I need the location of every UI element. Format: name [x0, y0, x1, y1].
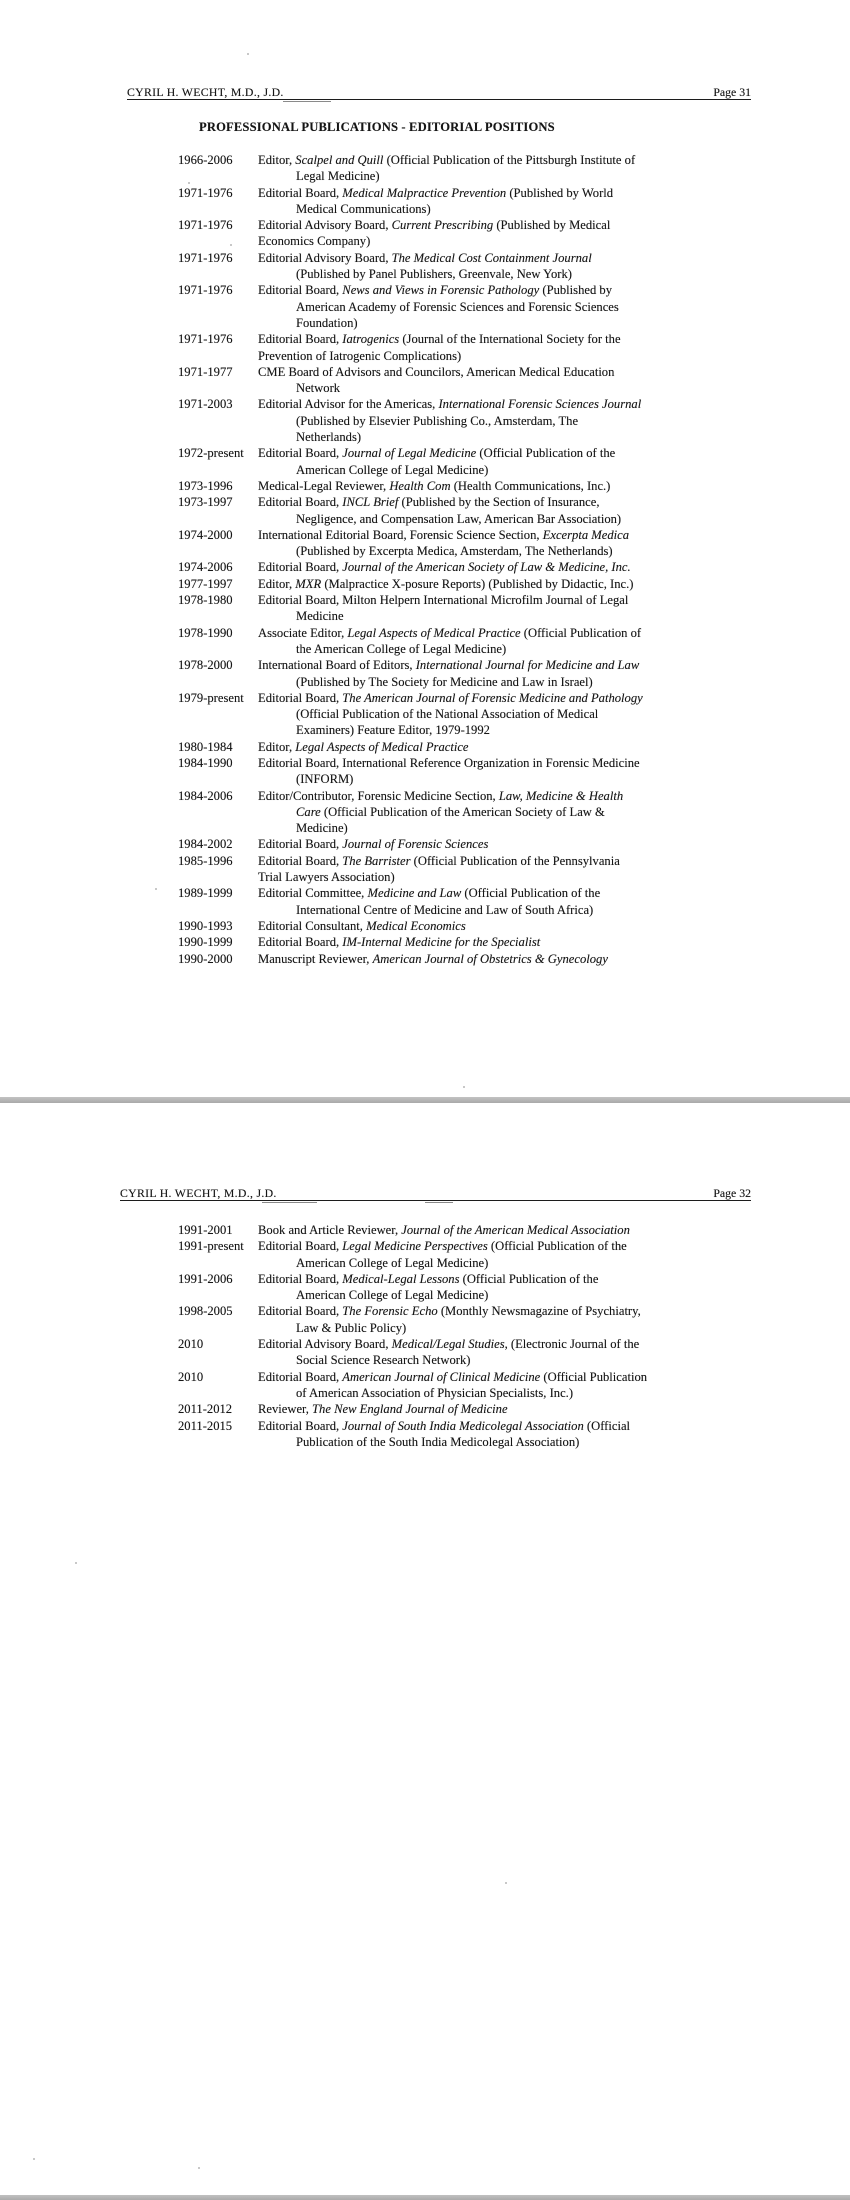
entry-year: 1971-1976 [178, 332, 233, 347]
entry-row [0, 1222, 850, 1238]
entry-row [0, 1271, 850, 1304]
entry-line: Social Science Research Network) [296, 1353, 471, 1368]
entry-year: 1985-1996 [178, 853, 233, 868]
entry-line: Editorial Board, Legal Medicine Perspectives (Official Publication of the [258, 1239, 627, 1254]
entry-line: Prevention of Iatrogenic Complications) [258, 348, 462, 363]
header-rule [127, 99, 751, 101]
entry-row [0, 1401, 850, 1417]
entry-line: Care (Official Publication of the American Society of Law & [296, 804, 605, 819]
entry-year: 1974-2006 [178, 560, 233, 575]
entry-line: Economics Company) [258, 234, 371, 249]
entry-line: Book and Article Reviewer, Journal of the American Medical Association [258, 1223, 630, 1237]
entry-line: Editorial Consultant, Medical Economics [258, 918, 466, 933]
entry-year: 1974-2000 [178, 527, 233, 542]
entry-line: (Published by Panel Publishers, Greenvale, New York) [296, 267, 572, 282]
scan-speck [198, 2167, 200, 2169]
entry-line: Editorial Board, Medical Malpractice Prevention (Published by World [258, 185, 614, 200]
entry-line: Editorial Board, Journal of Forensic Sciences [258, 837, 489, 852]
scan-speck [155, 888, 157, 890]
entry-year: 1978-1980 [178, 593, 233, 608]
entry-row [0, 185, 850, 218]
entry-year: 1973-1996 [178, 478, 233, 493]
entry-year: 1984-1990 [178, 755, 233, 770]
entry-year: 1978-1990 [178, 625, 233, 640]
entry-line: Reviewer, The New England Journal of Medicine [258, 1402, 508, 1417]
entry-year: 1977-1997 [178, 576, 233, 591]
entry-line: Editorial Board, The Forensic Echo (Monthly Newsmagazine of Psychiatry, [258, 1304, 641, 1319]
entry-line: International Centre of Medicine and Law of South Africa) [296, 902, 594, 917]
entry-row [0, 690, 850, 739]
entry-line: Network [296, 381, 341, 396]
entry-line: of American Association of Physician Specialists, Inc.) [296, 1385, 574, 1400]
entry-year: 1980-1984 [178, 739, 233, 754]
entry-row [0, 1303, 850, 1336]
entry-line: Editor/Contributor, Forensic Medicine Section, Law, Medicine & Health [258, 788, 624, 803]
entry-row [0, 918, 850, 934]
page-break-band [0, 1097, 850, 1103]
scan-speck [505, 1882, 507, 1884]
entry-line: Editorial Board, INCL Brief (Published by the Section of Insurance, [258, 495, 600, 510]
entry-year: 1971-1976 [178, 283, 233, 298]
editorial-positions-list-page32 [0, 1222, 850, 1450]
entry-line: Medical Communications) [296, 201, 431, 216]
entry-line: Examiners) Feature Editor, 1979-1992 [296, 723, 490, 738]
entry-row [0, 1238, 850, 1271]
page-number-label: Page 32 [713, 1186, 751, 1200]
entry-year: 2011-2015 [178, 1418, 233, 1433]
entry-line: American Academy of Forensic Sciences and Forensic Sciences [296, 299, 619, 314]
entry-line: (INFORM) [296, 772, 354, 787]
editorial-positions-list-page31 [0, 152, 850, 967]
entry-row [0, 755, 850, 788]
entry-line: Netherlands) [296, 430, 362, 445]
entry-row [0, 951, 850, 967]
scan-speck [188, 182, 190, 184]
page-number-label: Page 31 [713, 85, 751, 99]
entry-row [0, 836, 850, 852]
entry-line: American College of Legal Medicine) [296, 1255, 489, 1270]
entry-year: 1984-2006 [178, 788, 233, 803]
entry-row [0, 885, 850, 918]
entry-line: International Board of Editors, International Journal for Medicine and Law [258, 658, 640, 673]
entry-line: Editorial Committee, Medicine and Law (Official Publication of the [258, 886, 601, 901]
entry-line: Editorial Board, Medical-Legal Lessons (Official Publication of the [258, 1271, 599, 1286]
entry-line: Medicine [296, 609, 344, 624]
entry-year: 1978-2000 [178, 658, 233, 673]
scan-speck [33, 2158, 35, 2160]
entry-row [0, 853, 850, 886]
entry-line: Associate Editor, Legal Aspects of Medical Practice (Official Publication of [258, 625, 642, 640]
entry-line: Editorial Advisory Board, Current Prescribing (Published by Medical [258, 218, 611, 233]
entry-row [0, 934, 850, 950]
entry-year: 1991-2001 [178, 1223, 233, 1237]
entry-line: Editorial Board, Journal of Legal Medicine (Official Publication of the [258, 446, 616, 461]
scan-bottom-edge [0, 2195, 850, 2200]
entry-line: Trial Lawyers Association) [258, 870, 395, 885]
scan-speck [463, 1086, 465, 1088]
entry-line: Medicine) [296, 821, 348, 836]
entry-row [0, 739, 850, 755]
entry-line: International Editorial Board, Forensic Science Section, Excerpta Medica [258, 527, 630, 542]
entry-year: 1990-2000 [178, 951, 233, 966]
entry-row [0, 527, 850, 560]
entry-line: Editorial Advisor for the Americas, International Forensic Sciences Journal [258, 397, 642, 412]
page-header-name: CYRIL H. WECHT, M.D., J.D. [127, 85, 284, 99]
entry-line: Negligence, and Compensation Law, American Bar Association) [296, 511, 622, 526]
entry-year: 1972-present [178, 446, 244, 461]
scan-artifact [283, 101, 331, 102]
entry-row [0, 1369, 850, 1402]
entry-line: Editorial Board, News and Views in Forensic Pathology (Published by [258, 283, 612, 298]
scan-speck [247, 53, 249, 55]
entry-year: 1991-present [178, 1239, 244, 1254]
entry-year: 2010 [178, 1369, 204, 1384]
entry-line: Medical-Legal Reviewer, Health Com (Health Communications, Inc.) [258, 478, 611, 493]
entry-line: Manuscript Reviewer, American Journal of Obstetrics & Gynecology [258, 951, 608, 966]
entry-row [0, 217, 850, 250]
entry-line: Editorial Board, International Reference Organization in Forensic Medicine [258, 755, 640, 770]
entry-row [0, 788, 850, 837]
entry-year: 1990-1993 [178, 918, 233, 933]
entry-row [0, 152, 850, 185]
entry-row [0, 282, 850, 331]
scan-artifact [425, 1202, 453, 1203]
entry-line: American College of Legal Medicine) [296, 462, 489, 477]
entry-line: Editor, Legal Aspects of Medical Practice [258, 739, 469, 754]
page-header-name: CYRIL H. WECHT, M.D., J.D. [120, 1186, 277, 1200]
scan-speck [75, 1562, 77, 1564]
entry-year: 1990-1999 [178, 935, 233, 950]
entry-year: 1971-1976 [178, 218, 233, 233]
entry-year: 1979-present [178, 690, 244, 705]
entry-line: Legal Medicine) [296, 169, 380, 184]
entry-year: 1971-1977 [178, 364, 233, 379]
section-title: PROFESSIONAL PUBLICATIONS - EDITORIAL POSITIONS [199, 120, 555, 134]
entry-row [0, 559, 850, 575]
entry-row [0, 478, 850, 494]
entry-line: Editorial Board, The Barrister (Official Publication of the Pennsylvania [258, 853, 620, 868]
entry-row [0, 625, 850, 658]
entry-row [0, 396, 850, 445]
entry-line: Editorial Board, Journal of the American Society of Law & Medicine, Inc. [258, 560, 631, 575]
entry-year: 1966-2006 [178, 153, 233, 167]
entry-year: 2011-2012 [178, 1402, 233, 1417]
entry-line: Editorial Advisory Board, Medical/Legal Studies, (Electronic Journal of the [258, 1337, 640, 1352]
entry-row [0, 250, 850, 283]
entry-line: American College of Legal Medicine) [296, 1288, 489, 1303]
entry-row [0, 1336, 850, 1369]
entry-year: 1971-1976 [178, 185, 233, 200]
entry-row [0, 331, 850, 364]
scan-speck [230, 244, 232, 246]
entry-row [0, 494, 850, 527]
entry-line: Foundation) [296, 315, 358, 330]
entry-line: CME Board of Advisors and Councilors, American Medical Education [258, 364, 615, 379]
entry-line: (Published by Elsevier Publishing Co., Amsterdam, The [296, 413, 579, 428]
entry-year: 1991-2006 [178, 1271, 233, 1286]
entry-row [0, 445, 850, 478]
entry-row [0, 576, 850, 592]
entry-line: Editorial Board, The American Journal of Forensic Medicine and Pathology [258, 690, 643, 705]
entry-row [0, 1418, 850, 1451]
entry-row [0, 364, 850, 397]
entry-year: 1973-1997 [178, 495, 233, 510]
entry-line: (Published by The Society for Medicine and Law in Israel) [296, 674, 593, 689]
entry-year: 1971-1976 [178, 250, 233, 265]
entry-line: Editorial Advisory Board, The Medical Cost Containment Journal [258, 250, 592, 265]
entry-line: Editorial Board, Journal of South India Medicolegal Association (Official [258, 1418, 631, 1433]
entry-line: Editor, MXR (Malpractice X-posure Reports) (Published by Didactic, Inc.) [258, 576, 634, 591]
entry-year: 1971-2003 [178, 397, 233, 412]
entry-line: the American College of Legal Medicine) [296, 641, 507, 656]
entry-line: Editorial Board, American Journal of Clinical Medicine (Official Publication [258, 1369, 648, 1384]
entry-line: (Official Publication of the National Association of Medical [296, 707, 599, 722]
entry-year: 1989-1999 [178, 886, 233, 901]
entry-year: 1998-2005 [178, 1304, 233, 1319]
entry-year: 1984-2002 [178, 837, 233, 852]
entry-line: Editorial Board, Iatrogenics (Journal of the International Society for the [258, 332, 621, 347]
entry-line: (Published by Excerpta Medica, Amsterdam, The Netherlands) [296, 544, 613, 559]
entry-line: Editor, Scalpel and Quill (Official Publication of the Pittsburgh Institute of [258, 153, 636, 167]
header-rule [120, 1200, 751, 1202]
entry-row [0, 657, 850, 690]
entry-line: Publication of the South India Medicolegal Association) [296, 1434, 580, 1449]
entry-line: Editorial Board, IM-Internal Medicine for the Specialist [258, 935, 541, 950]
entry-line: Editorial Board, Milton Helpern International Microfilm Journal of Legal [258, 593, 629, 608]
entry-line: Law & Public Policy) [296, 1320, 407, 1335]
entry-row [0, 592, 850, 625]
entry-year: 2010 [178, 1337, 204, 1352]
scan-artifact [262, 1202, 317, 1203]
